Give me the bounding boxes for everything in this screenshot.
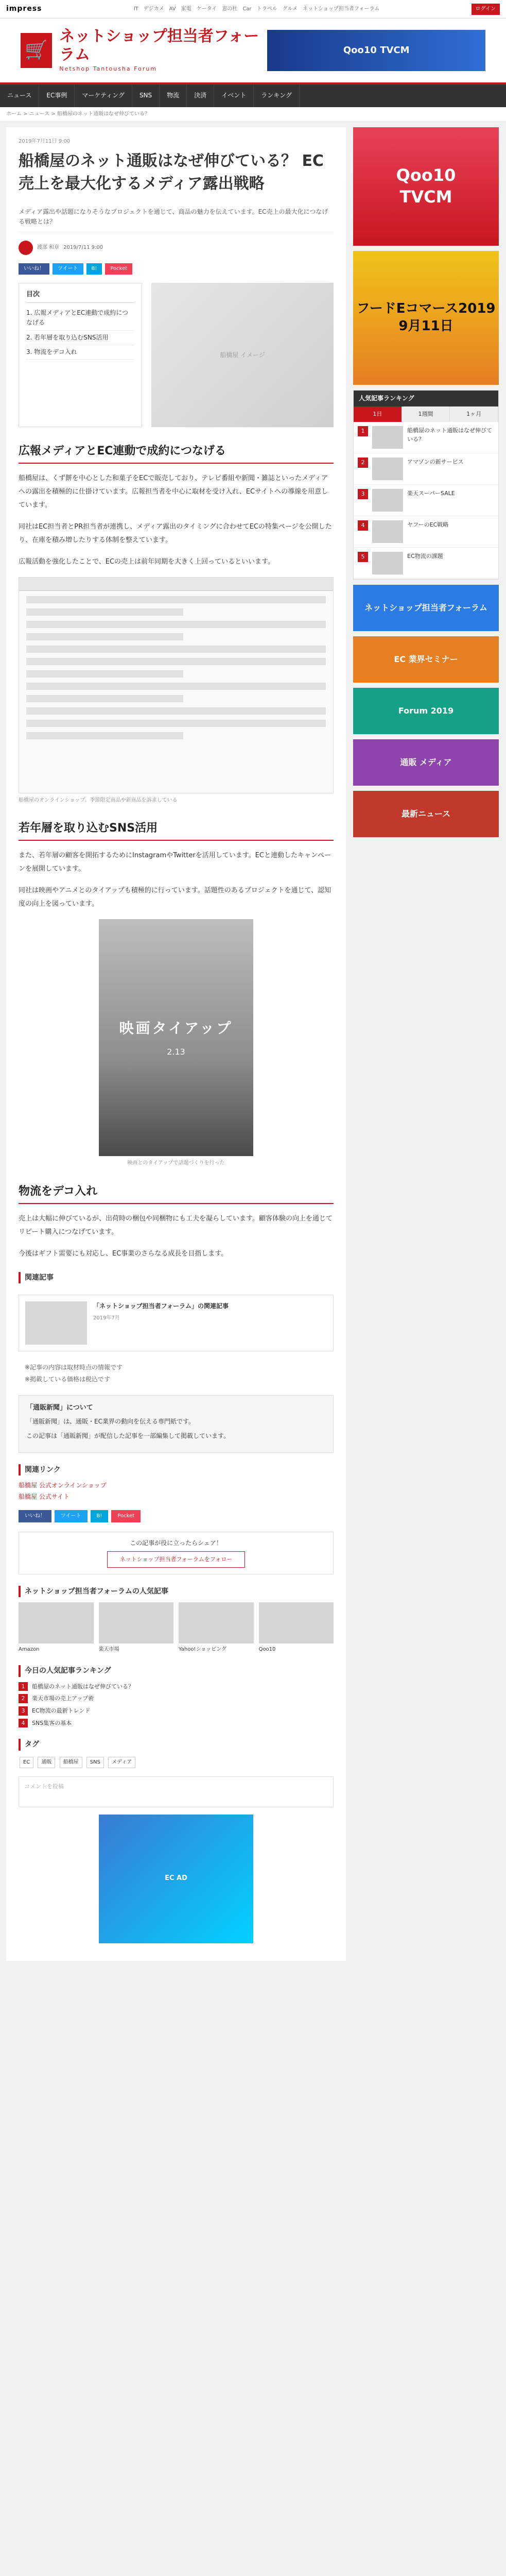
- recommended-cards: [19, 1602, 334, 1654]
- facebook-share-button[interactable]: いいね！: [19, 1510, 51, 1522]
- brand-name-en: Netshop Tantousha Forum: [59, 65, 158, 73]
- top-link[interactable]: Car: [242, 6, 252, 12]
- bottom-ad[interactable]: EC AD: [99, 1815, 253, 1943]
- card-title: 楽天市場: [98, 1647, 119, 1653]
- paragraph: 売上は大幅に伸びているが、出荷時の梱包や同梱物にも工夫を凝らしています。顧客体験の向上を通じてリピート購入につなげています。: [19, 1214, 333, 1236]
- note-item: ※掲載している価格は税込です: [25, 1376, 111, 1383]
- impress-logo[interactable]: impress: [6, 5, 42, 13]
- poster-caption: 映画とのタイアップで話題づくりを行った: [127, 1160, 225, 1166]
- related-title: 関連記事: [19, 1272, 334, 1283]
- rank-item[interactable]: 1 船橋屋のネット通販はなぜ伸びている？: [354, 422, 498, 453]
- paragraph: また、若年層の顧客を開拓するためにInstagramやTwitterを活用しています。ECと連動したキャンペーンを展開しています。: [19, 851, 331, 873]
- tag[interactable]: EC: [20, 1757, 33, 1768]
- pocket-share-button[interactable]: Pocket: [111, 1510, 141, 1522]
- top-links: [134, 5, 380, 13]
- article-title: 船橋屋のネット通販はなぜ伸びている？ EC売上を最大化するメディア露出戦略: [19, 152, 324, 193]
- rank-item[interactable]: 2 アマゾンの新サービス: [354, 453, 498, 485]
- info-text: この記事は「通販新聞」が配信した記事を一部編集して掲載しています。: [26, 1432, 230, 1439]
- rank-item[interactable]: 3 楽天スーパーSALE: [354, 485, 498, 516]
- link-list: [19, 1464, 334, 1502]
- section-heading: 広報メディアとEC連動で成約につなげる: [19, 444, 334, 464]
- nav-item[interactable]: SNS: [132, 84, 160, 107]
- screenshot-image[interactable]: [19, 577, 334, 793]
- nav-item[interactable]: 物流: [160, 84, 187, 107]
- top-bar: [0, 0, 506, 19]
- twitter-share-button[interactable]: ツイート: [53, 263, 83, 275]
- figure-online-shop: [19, 577, 334, 804]
- main-nav: [0, 84, 506, 107]
- article-card[interactable]: [259, 1602, 334, 1654]
- sidebar-banner[interactable]: ネットショップ担当者フォーラム: [353, 585, 499, 631]
- article-card[interactable]: [19, 1602, 94, 1654]
- article-lead: メディア露出や話題になりそうなプロジェクトを通じて、商品の魅力を伝えています。EC売上の最大化につなげる戦略とは？: [19, 202, 334, 232]
- follow-box: [19, 1532, 334, 1574]
- article-top-image: 船橋屋 イメージ: [151, 283, 334, 427]
- related-article-date: 2019年7月: [93, 1315, 120, 1321]
- sidebar-rank-title: 人気記事ランキング: [354, 391, 498, 406]
- links-title: 関連リンク: [19, 1464, 334, 1476]
- avatar: [19, 241, 33, 255]
- related-thumbnail: [25, 1301, 87, 1345]
- list-item[interactable]: 4 SNS集客の基本: [19, 1719, 334, 1728]
- cart-icon: 🛒: [21, 33, 52, 68]
- nav-item[interactable]: イベント: [214, 84, 254, 107]
- brand-name: ネットショップ担当者フォーラム: [59, 27, 259, 64]
- toc-item[interactable]: 1. 広報メディアとEC連動で成約につなげる: [26, 306, 134, 330]
- sidebar-ad-food-ecommerce[interactable]: フードEコマース2019 9月11日: [353, 251, 499, 385]
- site-header: [0, 19, 506, 84]
- article-card[interactable]: [99, 1602, 174, 1654]
- source-info-box: [19, 1395, 334, 1453]
- toc-item[interactable]: 2. 若年層を取り込むSNS活用: [26, 331, 134, 345]
- poster-title: 映画タイアップ: [119, 1019, 233, 1037]
- paragraph: 広報活動を強化したことで、ECの売上は前年同期を大きく上回っているといいます。: [19, 558, 274, 566]
- top-link[interactable]: 窓の杜: [222, 6, 238, 12]
- twitter-share-button[interactable]: ツイート: [55, 1510, 88, 1522]
- top-link[interactable]: IT: [133, 6, 138, 12]
- login-button[interactable]: ログイン: [472, 4, 500, 15]
- byline: [19, 241, 334, 255]
- tag[interactable]: SNS: [86, 1757, 104, 1768]
- rank-tabs: [354, 406, 498, 422]
- card-title: Amazon: [19, 1647, 40, 1653]
- sidebar-ad-qoo10[interactable]: Qoo10 TVCM: [353, 127, 499, 246]
- list-item[interactable]: 1 船橋屋のネット通販はなぜ伸びている？: [19, 1682, 334, 1691]
- tab-week[interactable]: 1週間: [402, 406, 450, 422]
- info-title: 「通販新聞」について: [26, 1403, 93, 1412]
- tag[interactable]: 船橋屋: [60, 1757, 82, 1768]
- paragraph: 今後はギフト需要にも対応し、EC事業のさらなる成長を目指します。: [19, 1249, 228, 1258]
- note-item: ※記事の内容は取材時点の情報です: [25, 1364, 123, 1371]
- top-link[interactable]: トラベル: [256, 6, 277, 12]
- related-article-title[interactable]: 「ネットショップ担当者フォーラム」の関連記事: [93, 1302, 229, 1310]
- share-buttons-bottom: [19, 1510, 334, 1522]
- toc-item[interactable]: 3. 物流をデコ入れ: [26, 345, 134, 360]
- top-link[interactable]: AV: [169, 6, 176, 12]
- header-banner-ad[interactable]: Qoo10 TVCM: [267, 30, 485, 71]
- facebook-share-button[interactable]: いいね！: [19, 263, 49, 275]
- card-title: Qoo10: [258, 1647, 276, 1653]
- breadcrumb[interactable]: ホーム > ニュース > 船橋屋のネット通販はなぜ伸びている？: [0, 107, 506, 122]
- sidebar-banner[interactable]: 通販 メディア: [353, 739, 499, 786]
- rank-item[interactable]: 5 EC物流の課題: [354, 548, 498, 579]
- rank-title: 今日の人気記事ランキング: [19, 1665, 334, 1676]
- external-link[interactable]: 船橋屋 公式サイト: [19, 1493, 69, 1501]
- rank-item[interactable]: 4 ヤフーのEC戦略: [354, 516, 498, 548]
- card-title: Yahoo!ショッピング: [179, 1647, 227, 1653]
- poster-date: 2.13: [167, 1046, 185, 1057]
- paragraph: 船橋屋は、くず餅を中心とした和菓子をECで販売しており、テレビ番組や新聞・雑誌といったメディアへの露出を積極的に仕掛けています。広報担当者を中心に取材を受け入れ、ECサイトへの導線を用意しています。: [19, 474, 328, 510]
- hatena-share-button[interactable]: B!: [91, 1510, 109, 1522]
- top-link[interactable]: ネットショップ担当者フォーラム: [303, 6, 380, 12]
- author-name[interactable]: 渡部 和章: [37, 245, 60, 251]
- top-link[interactable]: 家電: [181, 6, 191, 12]
- article-meta: 2019年7月11日 9:00: [19, 139, 71, 144]
- list-item[interactable]: 3 EC物流の最新トレンド: [19, 1706, 334, 1716]
- nav-item[interactable]: ランキング: [254, 84, 300, 107]
- publish-date: 2019/7/11 9:00: [63, 245, 103, 251]
- paragraph: 同社は映画やアニメとのタイアップも積極的に行っています。話題性のあるプロジェクトを通じて、認知度の向上を図っています。: [19, 886, 331, 908]
- tab-month[interactable]: 1ヶ月: [450, 406, 498, 422]
- share-buttons: [19, 263, 334, 275]
- top-link[interactable]: グルメ: [282, 6, 298, 12]
- table-of-contents: [19, 283, 142, 427]
- tag[interactable]: 通販: [38, 1757, 55, 1768]
- top-link[interactable]: デジカメ: [143, 6, 164, 12]
- nav-item[interactable]: 決済: [187, 84, 214, 107]
- toc-title: 目次: [26, 290, 134, 303]
- tab-day[interactable]: 1日: [354, 406, 402, 422]
- figure-caption: 船橋屋のオンラインショップ。季節限定商品や新商品を訴求している: [19, 798, 178, 804]
- article-main: [6, 127, 346, 1961]
- hatena-share-button[interactable]: B!: [86, 263, 102, 275]
- tags-title: タグ: [19, 1739, 334, 1750]
- comment-input[interactable]: コメントを投稿: [19, 1776, 334, 1807]
- sidebar-banner[interactable]: Forum 2019: [353, 688, 499, 734]
- brand[interactable]: [21, 27, 267, 74]
- tag[interactable]: メディア: [108, 1757, 135, 1768]
- follow-button[interactable]: ネットショップ担当者フォーラムをフォロー: [107, 1551, 246, 1568]
- nav-item[interactable]: マーケティング: [75, 84, 132, 107]
- section-heading: 物流をデコ入れ: [19, 1184, 334, 1204]
- tag-list: [19, 1756, 334, 1769]
- follow-text: この記事が役に立ったらシェア！: [130, 1539, 222, 1547]
- article-card[interactable]: [179, 1602, 254, 1654]
- related-article[interactable]: [19, 1295, 334, 1351]
- top-link[interactable]: ケータイ: [196, 6, 217, 12]
- info-text: 「通販新聞」は、通販・EC業界の動向を伝える専門紙です。: [26, 1418, 195, 1426]
- list-item[interactable]: 2 楽天市場の売上アップ術: [19, 1694, 334, 1703]
- movie-poster-image[interactable]: [99, 919, 253, 1156]
- section-heading: 若年層を取り込むSNS活用: [19, 821, 334, 841]
- nav-item[interactable]: ニュース: [0, 84, 39, 107]
- sidebar-banner[interactable]: EC 業界セミナー: [353, 636, 499, 683]
- ranking-list: [19, 1682, 334, 1727]
- popular-title: ネットショップ担当者フォーラムの人気記事: [19, 1586, 334, 1597]
- external-link[interactable]: 船橋屋 公式オンラインショップ: [19, 1481, 107, 1489]
- sidebar-ranking: [353, 390, 499, 580]
- pocket-share-button[interactable]: Pocket: [105, 263, 132, 275]
- paragraph: 同社はEC担当者とPR担当者が連携し、メディア露出のタイミングに合わせてECの特集ページを公開したり、在庫を積み増したりする体制を整えています。: [19, 523, 332, 545]
- notes: [19, 1363, 334, 1384]
- nav-item[interactable]: EC事例: [39, 84, 75, 107]
- sidebar-banner[interactable]: 最新ニュース: [353, 791, 499, 837]
- sidebar: [353, 127, 499, 1961]
